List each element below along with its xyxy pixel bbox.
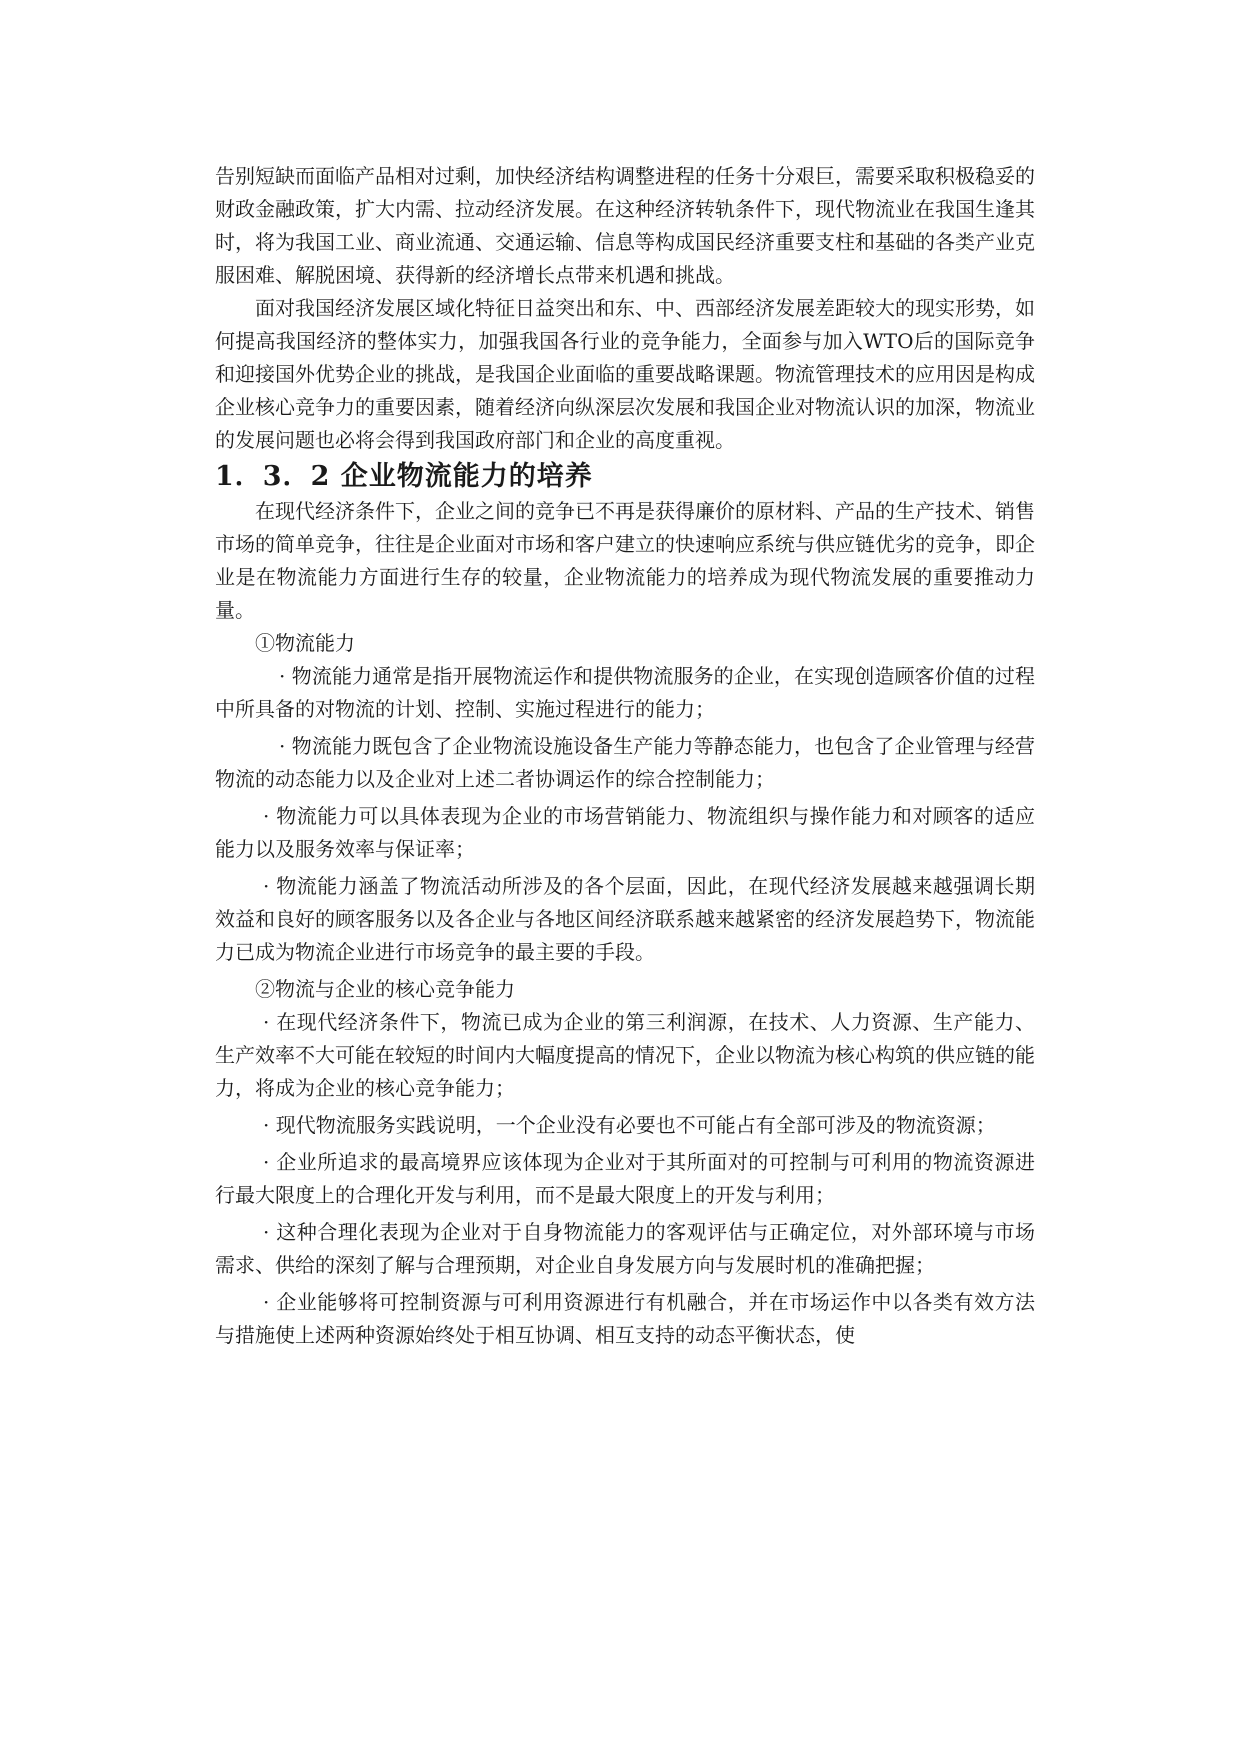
subsection-title-logistics-capability: ①物流能力: [255, 631, 355, 655]
paragraph-continued: 告别短缺而面临产品相对过剩，加快经济结构调整进程的任务十分艰巨，需要采取积极稳妥的财政金融政策，扩大内需、拉动经济发展。在这种经济转轨条件下，现代物流业在我国生逢其时，将为我国工业、商业流通、交通运输、信息等构成国民经济重要支柱和基础的各类产业克服困难、解脱困境、获得新的经济增长点带来机遇和挑战。: [215, 164, 1035, 287]
bullet-item: · 在现代经济条件下，物流已成为企业的第三利润源，在技术、人力资源、生产能力、生产效率不大可能在较短的时间内大幅度提高的情况下，企业以物流为核心构筑的供应链的能力，将成为企业的核心竞争能力；: [215, 1010, 1035, 1100]
bullet-item: · 现代物流服务实践说明，一个企业没有必要也不可能占有全部可涉及的物流资源；: [263, 1113, 996, 1137]
bullet-item: · 物流能力涵盖了物流活动所涉及的各个层面，因此，在现代经济发展越来越强调长期效益和良好的顾客服务以及各企业与各地区间经济联系越来越紧密的经济发展趋势下，物流能力已成为物流企业进行市场竞争的最主要的手段。: [215, 874, 1035, 964]
bullet-item: · 这种合理化表现为企业对于自身物流能力的客观评估与正确定位，对外部环境与市场需求、供给的深刻了解与合理预期，对企业自身发展方向与发展时机的准确把握；: [215, 1220, 1035, 1277]
bullet-item: · 物流能力既包含了企业物流设施设备生产能力等静态能力，也包含了企业管理与经营物流的动态能力以及企业对上述二者协调运作的综合控制能力；: [215, 734, 1035, 791]
document-page: [215, 160, 1035, 1356]
bullet-item: · 物流能力通常是指开展物流运作和提供物流服务的企业，在实现创造顾客价值的过程中所具备的对物流的计划、控制、实施过程进行的能力；: [215, 664, 1035, 721]
bullet-item: · 企业能够将可控制资源与可利用资源进行有机融合，并在市场运作中以各类有效方法与措施使上述两种资源始终处于相互协调、相互支持的动态平衡状态，使: [215, 1290, 1035, 1347]
section-intro-paragraph: 在现代经济条件下，企业之间的竞争已不再是获得廉价的原材料、产品的生产技术、销售市场的简单竞争，往往是企业面对市场和客户建立的快速响应系统与供应链优劣的竞争，即企业是在物流能力方面进行生存的较量，企业物流能力的培养成为现代物流发展的重要推动力量。: [215, 499, 1035, 622]
section-heading: 1．3．2 企业物流能力的培养: [215, 461, 593, 492]
subsection-title-core-competence: ②物流与企业的核心竞争能力: [255, 977, 515, 1001]
bullet-item: · 企业所追求的最高境界应该体现为企业对于其所面对的可控制与可利用的物流资源进行最大限度上的合理化开发与利用，而不是最大限度上的开发与利用；: [215, 1150, 1035, 1207]
bullet-item: · 物流能力可以具体表现为企业的市场营销能力、物流组织与操作能力和对顾客的适应能力以及服务效率与保证率；: [215, 804, 1035, 861]
paragraph-regional-development: 面对我国经济发展区域化特征日益突出和东、中、西部经济发展差距较大的现实形势，如何提高我国经济的整体实力，加强我国各行业的竞争能力，全面参与加入WTO后的国际竞争和迎接国外优势企业的挑战，是我国企业面临的重要战略课题。物流管理技术的应用因是构成企业核心竞争力的重要因素，随着经济向纵深层次发展和我国企业对物流认识的加深，物流业的发展问题也必将会得到我国政府部门和企业的高度重视。: [215, 296, 1035, 452]
